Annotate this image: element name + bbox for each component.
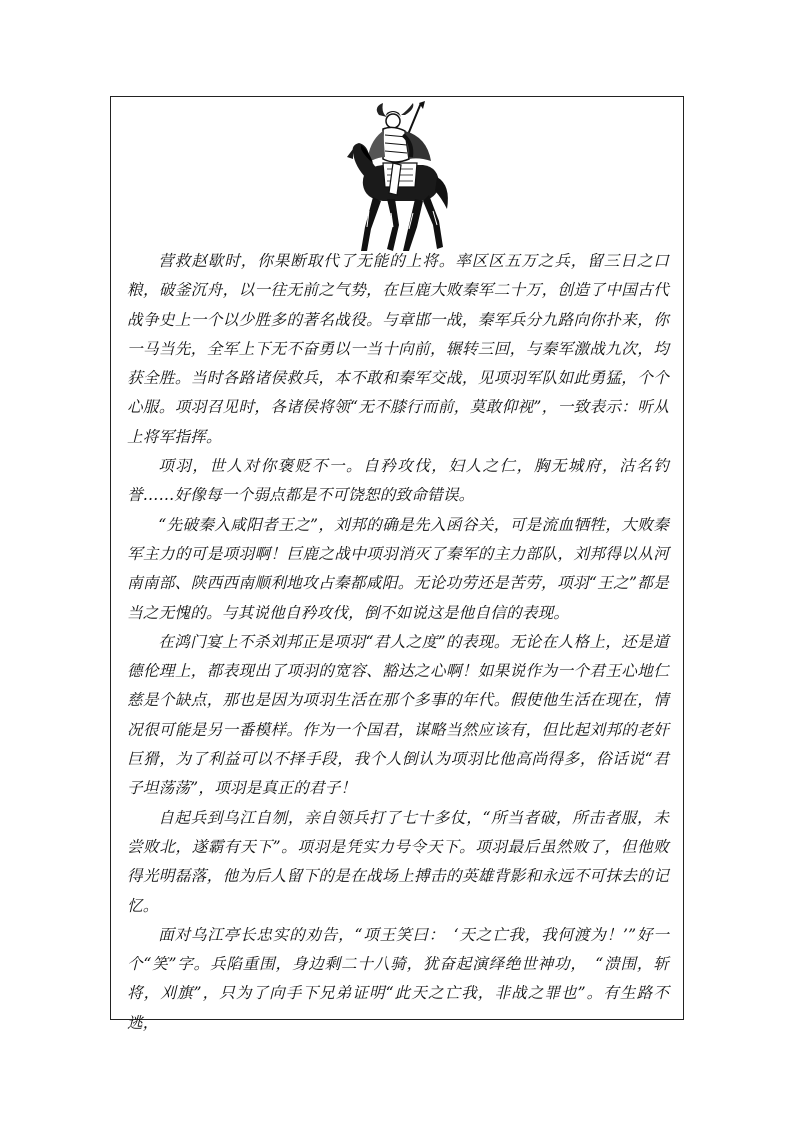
paragraph-4: 在鸿门宴上不杀刘邦正是项羽“君人之度”的表现。无论在人格上，还是道德伦理上，都表现出了项羽的宽容、豁达之心啊！如果说作为一个君王心地仁慈是个缺点，那也是因为项羽生活在那个多事的年代。假使他生活在现在，情况很可能是另一番模样。作为一个国君，谋略当然应该有，但比起刘邦的老奸巨猾，为了利益可以不择手段，我个人倒认为项羽比他高尚得多，俗话说“君子坦荡荡”，项羽是真正的君子！: [127, 632, 669, 798]
horseman-illustration: [343, 101, 453, 261]
page-frame: [110, 96, 684, 1032]
paragraph-5: 自起兵到乌江自刎，亲自领兵打了七十多仗，“所当者破，所击者服，未尝败北，遂霸有天下”。项羽是凭实力号令天下。项羽最后虽然败了，但他败得光明磊落，他为后人留下的是在战场上搏击的英雄背影和永远不可抹去的记忆。: [127, 808, 669, 915]
paragraph-6: 面对乌江亭长忠实的劝告，“项王笑曰： ‘天之亡我，我何渡为！’”好一个“笑”字。兵陷重围，身边剩二十八骑，犹奋起演绎绝世神功， “溃围，斩将，刈旗”，只为了向手下兄弟证明“此天之亡我，非战之罪也”。有生路不逃，: [127, 925, 669, 1032]
paragraph-3: “先破秦入咸阳者王之”，刘邦的确是先入函谷关，可是流血牺牲，大败秦军主力的可是项羽啊！巨鹿之战中项羽消灭了秦军的主力部队，刘邦得以从河南南部、陕西西南顺利地攻占秦都咸阳。无论功劳还是苦劳，项羽“王之”都是当之无愧的。与其说他自矜攻伐，倒不如说这是他自信的表现。: [127, 515, 669, 622]
paragraph-1: 营救赵歇时，你果断取代了无能的上将。率区区五万之兵，留三日之口粮，破釜沉舟，以一往无前之气势，在巨鹿大败秦军二十万，创造了中国古代战争史上一个以少胜多的著名战役。与章邯一战，秦军兵分九路向你扑来，你一马当先，全军上下无不奋勇以一当十向前，辗转三回，与秦军激战九次，均获全胜。当时各路诸侯救兵，本不敢和秦军交战，见项羽军队如此勇猛，个个心服。项羽召见时，各诸侯将领“无不膝行而前，莫敢仰视”，一致表示：听从上将军指挥。: [127, 252, 669, 446]
article-body: [127, 247, 669, 1038]
paragraph-2: 项羽，世人对你褒贬不一。自矜攻伐，妇人之仁，胸无城府，沽名钓誉……好像每一个弱点都是不可饶恕的致命错误。: [127, 457, 669, 505]
